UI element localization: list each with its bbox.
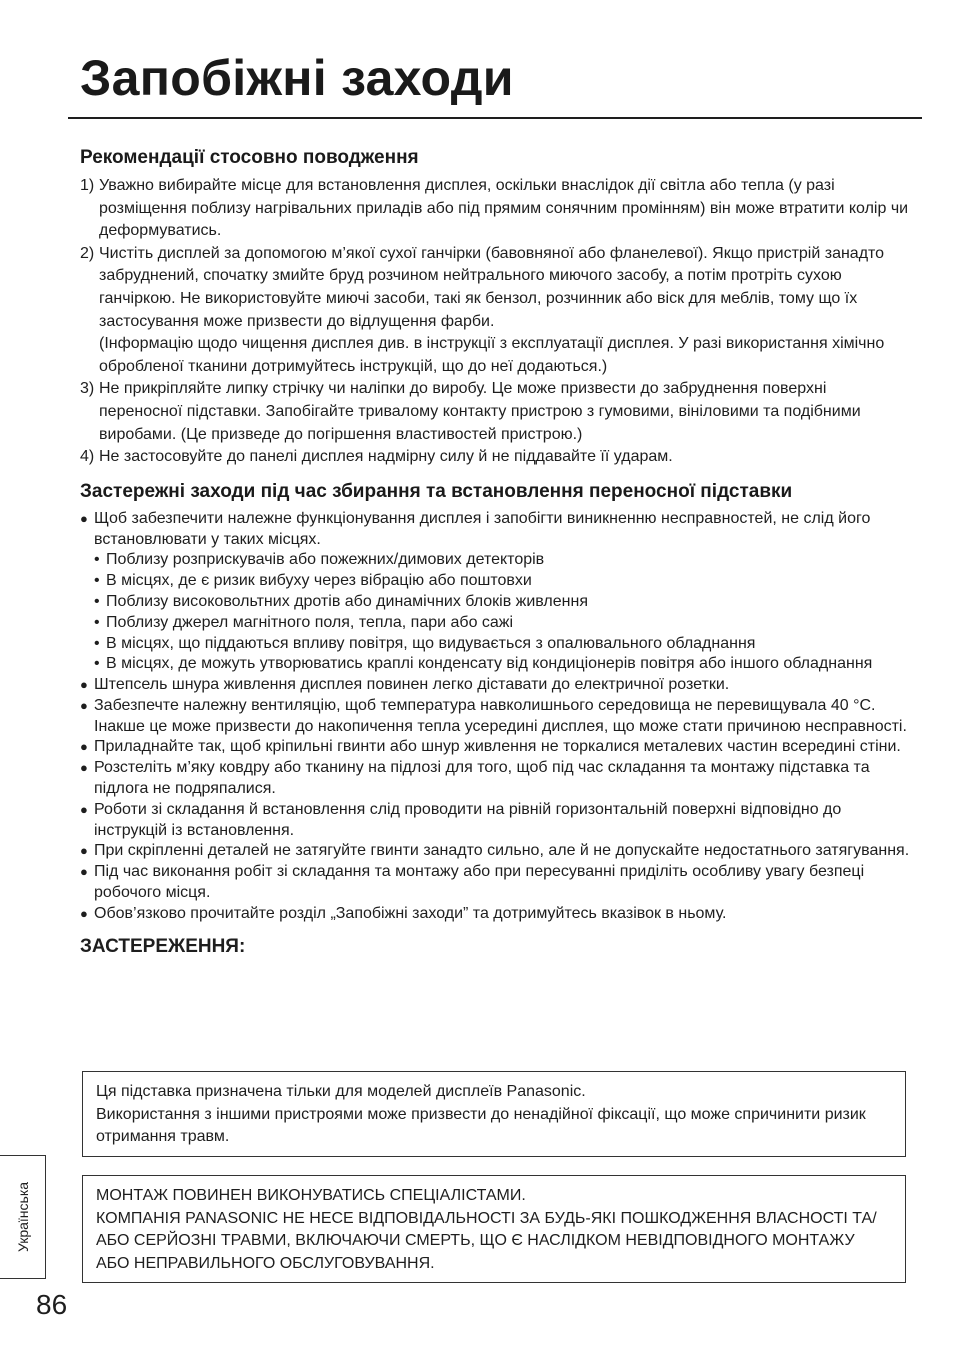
notice-line-1: МОНТАЖ ПОВИНЕН ВИКОНУВАТИСЬ СПЕЦІАЛІСТАМИ. — [96, 1187, 526, 1204]
sub-bullet-icon: • — [94, 613, 100, 631]
list-item: 4) Не застосовуйте до панелі дисплея надмірну силу й не піддавайте її ударам. — [80, 448, 673, 466]
language-tab — [0, 1155, 46, 1279]
caution-line-1: Ця підставка призначена тільки для моделей дисплеїв Panasonic. — [96, 1083, 586, 1100]
sub-item: • В місцях, що піддаються впливу повітря, що видувається з опалювального обладнання — [94, 634, 910, 655]
bullet-icon: ● — [80, 864, 88, 880]
list-item: 1) Уважно вибирайте місце для встановлення дисплея, оскільки внаслідок дії світла або тепла (у разі розміщення поблизу нагрівальних приладів або під прямим сонячним промінням) він може втратити колір чи деформуватись. — [80, 177, 909, 240]
assembly-heading: Застережні заходи під час збирання та встановлення переносної підставки — [80, 480, 793, 502]
list-item: ● Приладнайте так, щоб кріпильні гвинти або шнур живлення не торкалися металевих частин всередині стіни. — [80, 737, 910, 758]
caution-box — [82, 1071, 906, 1157]
sub-item: • Поблизу розприскувачів або пожежних/димових детекторів — [94, 550, 910, 571]
location-sublist — [94, 550, 910, 675]
bullet-icon: ● — [80, 697, 88, 713]
bullet-icon: ● — [80, 843, 88, 859]
notice-line-2: КОМПАНІЯ PANASONIC НЕ НЕСЕ ВІДПОВІДАЛЬНОСТІ ЗА БУДЬ-ЯКІ ПОШКОДЖЕННЯ ВЛАСНОСТІ ТА/АБО СЕРЙОЗНІ ТРАВМИ, ВКЛЮЧАЮЧИ СМЕРТЬ, ЩО Є НАСЛІДКОМ НЕВІДПОВІДНОГО МОНТАЖУ АБО НЕПРАВИЛЬНОГО ОБСЛУГОВУВАННЯ. — [96, 1209, 877, 1272]
sub-bullet-icon: • — [94, 655, 100, 673]
sub-bullet-icon: • — [94, 572, 100, 590]
handling-heading: Рекомендації стосовно поводження — [80, 147, 419, 168]
main-content — [80, 146, 910, 963]
bullet-icon: ● — [80, 905, 88, 921]
page-title: Запобіжні заходи — [80, 50, 514, 106]
handling-list — [80, 175, 910, 469]
bullet-icon: ● — [80, 510, 88, 526]
bullet-icon: ● — [80, 739, 88, 755]
list-item: 3) Не прикріпляйте липку стрічку чи наліпки до виробу. Це може призвести до забруднення поверхні переносної підставки. Запобігайте тривалому контакту пристрою з гумовими, вініловими та подібними виробами. (Це призведе до погіршення властивостей пристрою.) — [80, 380, 861, 443]
page-number: 86 — [36, 1289, 68, 1320]
sub-bullet-icon: • — [94, 634, 100, 652]
bullet-icon: ● — [80, 801, 88, 817]
title-divider — [68, 117, 922, 119]
list-item: 2) Чистіть дисплей за допомогою м’якої сухої ганчірки (бавовняної або фланелевої). Якщо пристрій занадто забруднений, спочатку змийте бруд розчином нейтрального миючого засобу, а потім протріть сухою ганчіркою. Не використовуйте миючі засоби, такі як бензол, розчинник або віск для меблів, тому що їх застосування може призвести до відлущення фарби. (Інформацію щодо чищення дисплея див. в інструкції з експлуатації дисплея. У разі використання хімічно обробленої тканини дотримуйтесь інструкцій, що до неї додаються.) — [80, 244, 885, 375]
list-item: ● Під час виконання робіт зі складання та монтажу або при пересуванні приділіть особливу увагу безпеці робочого місця. — [80, 863, 865, 902]
list-item: ● Щоб забезпечити належне функціонування дисплея і запобігти виникненню несправностей, не слід його встановлювати у таких місцях. • Поблизу розприскувачів або пожежних/димових детекторів • В місцях, де є ризик вибуху через вібрацію або поштовхи • Поблизу високовольтних дротів або динамічних блоків живлення • Поблизу джерел магнітного поля, тепла, пари або сажі • В місцях, що піддаються впливу повітря, що видувається з опалювального обладнання • В місцях, де можуть утворюватись краплі конденсату від кондиціонерів повітря або іншого обладнання — [80, 509, 910, 675]
sub-item: • В місцях, де можуть утворюватись краплі конденсату від кондиціонерів повітря або іншого обладнання — [94, 654, 910, 675]
caution-heading: ЗАСТЕРЕЖЕННЯ: — [80, 935, 246, 957]
list-item: ● Роботи зі складання й встановлення слід проводити на рівній горизонтальній поверхні відповідно до інструкцій із встановлення. — [80, 800, 842, 839]
sub-item: • Поблизу високовольтних дротів або динамічних блоків живлення — [94, 592, 910, 613]
sub-item: • Поблизу джерел магнітного поля, тепла, пари або сажі — [94, 613, 910, 634]
list-item: ● При скріпленні деталей не затягуйте гвинти занадто сильно, але й не допускайте недостатнього затягування. — [80, 841, 910, 862]
sub-item: • В місцях, де є ризик вибуху через вібрацію або поштовхи — [94, 571, 910, 592]
language-label: Українська — [14, 1181, 31, 1253]
list-item: ● Розстеліть м’яку ковдру або тканину на підлозі для того, щоб під час складання та монтажу підставка та підлога не подряпалися. — [80, 759, 870, 798]
cleaning-note: (Інформацію щодо чищення дисплея див. в інструкції з експлуатації дисплея. У разі використання хімічно обробленої тканини дотримуйтесь інструкцій, що до неї додаються.) — [99, 335, 885, 375]
bullet-icon: ● — [80, 760, 88, 776]
list-item: ● Обов’язково прочитайте розділ „Запобіжні заходи” та дотримуйтесь вказівок в ньому. — [80, 904, 910, 925]
list-item: ● Штепсель шнура живлення дисплея повинен легко діставати до електричної розетки. — [80, 675, 910, 696]
installation-notice-box — [82, 1175, 906, 1283]
assembly-list — [80, 509, 910, 925]
sub-bullet-icon: • — [94, 551, 100, 569]
caution-line-2: Використання з іншими пристроями може призвести до ненадійної фіксації, що може спричинити ризик отримання травм. — [96, 1105, 866, 1145]
list-item: ● Забезпечте належну вентиляцію, щоб температура навколишнього середовища не перевищувала 40 °C. Інакше це може призвести до накопичення тепла усередині дисплея, що може стати причиною несправності. — [80, 696, 907, 735]
sub-bullet-icon: • — [94, 592, 100, 610]
bullet-icon: ● — [80, 677, 88, 693]
